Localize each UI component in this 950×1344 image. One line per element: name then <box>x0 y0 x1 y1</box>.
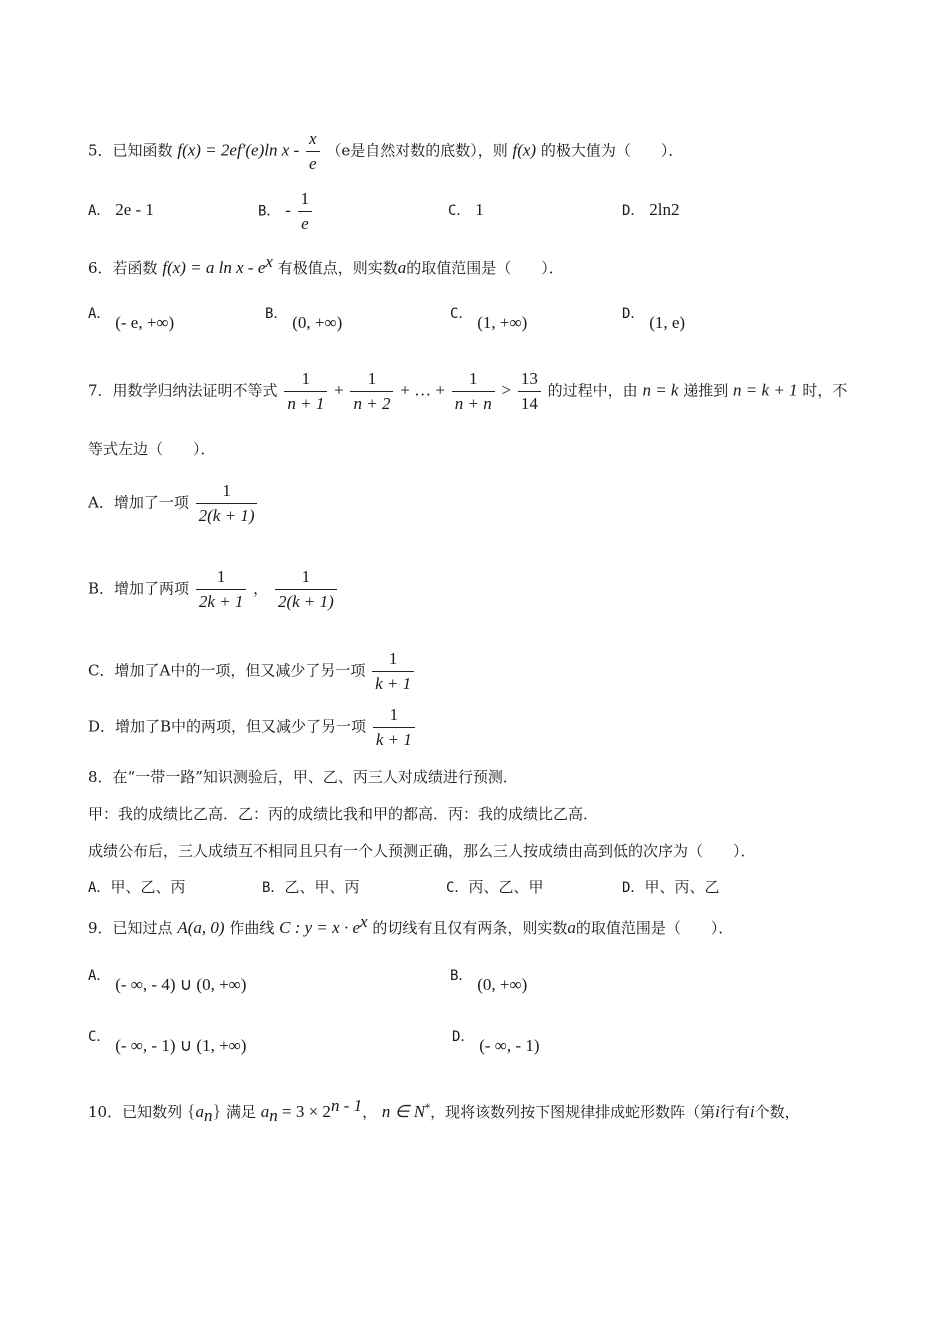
question-6 <box>88 252 564 278</box>
question-text: 满足 <box>225 1103 256 1121</box>
question-8-line-3: 成绩公布后，三人成绩互不相同且只有一个人预测正确，那么三人按成绩由高到低的次序为（ ）． <box>88 842 756 860</box>
option-label: D． <box>88 717 116 736</box>
math-expression: A(a, 0) <box>177 918 225 937</box>
fraction: $\frac{1}{2(k + 1)}$ <box>275 566 337 613</box>
option-d <box>622 306 686 333</box>
option-a <box>88 968 247 995</box>
sequence: a <box>195 1102 205 1121</box>
option-a <box>88 480 259 527</box>
option-a <box>88 876 185 897</box>
option-label: D． <box>622 306 645 322</box>
question-text: 已知函数 <box>112 141 173 160</box>
math-expression: a <box>260 1102 270 1121</box>
separator: ， <box>253 579 269 598</box>
option-a <box>88 306 175 333</box>
option-c <box>446 876 543 897</box>
question-7-line-2: 等式左边（ ）． <box>88 440 216 458</box>
option-value: (1, +∞) <box>477 313 528 332</box>
option-label: B． <box>265 306 288 322</box>
question-text: 时，不 <box>802 381 848 400</box>
math-expression: f(x) <box>512 140 537 160</box>
option-label: A． <box>88 880 111 896</box>
math-operator: + <box>334 380 344 400</box>
math-expression: n = k + 1 <box>733 380 798 400</box>
question-text: 的极大值为（ ）． <box>540 141 684 160</box>
option-value: (0, +∞) <box>477 975 528 994</box>
math-expression: C : y = x · e <box>279 918 360 937</box>
option-label: C． <box>88 661 115 680</box>
question-note: （e是自然对数的底数），则 <box>326 141 508 160</box>
superscript: x <box>265 252 273 271</box>
option-c <box>88 648 416 695</box>
question-text: 的切线有且仅有两条，则实数 <box>372 919 568 937</box>
question-5 <box>88 128 683 175</box>
fraction: $\frac{1}{n + n}$ <box>452 368 495 415</box>
left-brace-icon: { <box>186 1101 196 1121</box>
question-text: 若函数 <box>112 259 158 277</box>
option-value: 1 <box>475 200 484 219</box>
fraction: $\frac{1}{e}$ <box>298 188 313 235</box>
question-text: 递推到 <box>683 381 729 400</box>
option-c <box>88 1029 247 1056</box>
question-text: 已知数列 <box>122 1103 183 1121</box>
question-text: 有极值点，则实数 <box>277 259 398 277</box>
option-text: 丙、乙、甲 <box>468 878 544 896</box>
variable: a <box>567 918 576 937</box>
question-10 <box>88 1096 800 1126</box>
option-d <box>622 200 679 220</box>
superscript: n - 1 <box>330 1096 363 1115</box>
option-value: (- ∞, - 1) <box>479 1036 540 1055</box>
superscript: * <box>425 1103 431 1114</box>
math-operator: > <box>501 380 512 400</box>
option-label: A． <box>88 968 111 984</box>
option-d <box>88 704 417 751</box>
option-value: 2e - 1 <box>115 200 154 219</box>
option-label: B． <box>262 880 285 896</box>
math-expression: n ∈ N <box>381 1102 426 1121</box>
option-text: 增加了一项 <box>113 493 189 512</box>
question-text: 用数学归纳法证明不等式 <box>112 381 278 400</box>
option-label: B． <box>450 968 473 984</box>
option-b <box>262 876 359 897</box>
option-b <box>450 968 528 995</box>
superscript: x <box>360 912 368 931</box>
fraction: $\frac{13}{14}$ <box>518 368 541 415</box>
option-label: D． <box>622 203 645 219</box>
question-number: 10． <box>88 1103 123 1121</box>
option-value: (- e, +∞) <box>115 313 175 332</box>
option-sign: - <box>285 200 291 220</box>
option-b <box>88 566 339 613</box>
question-number: 5． <box>88 141 113 160</box>
option-b <box>265 306 343 333</box>
option-label: C． <box>446 880 469 896</box>
option-value: (0, +∞) <box>292 313 343 332</box>
question-text: 的取值范围是（ ）． <box>575 919 734 937</box>
question-text: 的过程中，由 <box>547 381 638 400</box>
option-d <box>622 876 719 897</box>
option-value: (- ∞, - 4) ∪ (0, +∞) <box>115 975 247 994</box>
option-text: 甲、乙、丙 <box>110 878 186 896</box>
option-value: 2ln2 <box>649 200 680 219</box>
separator: ， <box>362 1103 378 1121</box>
option-c <box>448 200 484 220</box>
math-operator: + … + <box>400 380 445 400</box>
question-text: ，现将该数列按下图规律排成蛇形数阵（第 <box>430 1103 716 1121</box>
option-label: D． <box>452 1029 475 1045</box>
option-d <box>452 1029 540 1056</box>
fraction: $\frac{1}{n + 1}$ <box>284 368 327 415</box>
question-number: 7． <box>88 381 113 400</box>
option-label: B． <box>258 203 281 220</box>
fraction: $\frac{x}{e}$ <box>306 128 320 175</box>
question-text: 个数， <box>754 1103 800 1121</box>
fraction: $\frac{1}{2(k + 1)}$ <box>196 480 258 527</box>
variable: i <box>715 1102 720 1121</box>
option-value: (- ∞, - 1) ∪ (1, +∞) <box>115 1036 247 1055</box>
option-text: 甲、丙、乙 <box>644 878 720 896</box>
math-expression: = 3 × 2 <box>277 1102 331 1121</box>
option-label: B． <box>88 579 115 598</box>
question-number: 9． <box>88 919 113 937</box>
math-expression: f(x) = 2ef′(e)ln x - <box>177 140 300 160</box>
option-label: C． <box>88 1029 111 1045</box>
fraction: $\frac{1}{k + 1}$ <box>372 648 414 695</box>
option-label: D． <box>622 880 645 896</box>
question-8-line-2: 甲：我的成绩比乙高．乙：丙的成绩比我和甲的都高．丙：我的成绩比乙高． <box>88 805 599 823</box>
option-label: A． <box>88 203 111 219</box>
math-expression: n = k <box>642 380 679 400</box>
question-7 <box>88 368 847 415</box>
right-brace-icon: } <box>212 1101 222 1121</box>
option-b <box>258 188 314 235</box>
question-9 <box>88 912 733 938</box>
option-text: 增加了A中的一项，但又减少了另一项 <box>114 661 366 680</box>
question-text: 行有 <box>719 1103 750 1121</box>
option-value: (1, e) <box>649 313 686 332</box>
fraction: $\frac{1}{2k + 1}$ <box>196 566 247 613</box>
fraction: $\frac{1}{k + 1}$ <box>373 704 415 751</box>
subscript: n <box>204 1106 213 1125</box>
option-text: 增加了两项 <box>114 579 190 598</box>
math-expression: f(x) = a ln x - e <box>162 258 266 277</box>
question-text: 已知过点 <box>112 919 173 937</box>
fraction: $\frac{1}{n + 2}$ <box>350 368 393 415</box>
question-text: 作曲线 <box>229 919 275 937</box>
option-label: A． <box>88 306 111 322</box>
option-label: C． <box>450 306 473 322</box>
subscript: n <box>269 1106 278 1125</box>
option-label: C． <box>448 203 471 219</box>
question-8: 8．在“一带一路”知识测验后，甲、乙、丙三人对成绩进行预测． <box>88 768 518 786</box>
variable: i <box>749 1102 755 1121</box>
option-c <box>450 306 528 333</box>
option-text: 增加了B中的两项，但又减少了另一项 <box>115 717 367 736</box>
option-a <box>88 200 154 220</box>
option-text: 乙、甲、丙 <box>284 878 360 896</box>
option-label: A． <box>88 493 114 512</box>
question-text: 的取值范围是（ ）． <box>406 259 564 277</box>
question-number: 6． <box>88 259 113 277</box>
variable: a <box>397 258 407 277</box>
